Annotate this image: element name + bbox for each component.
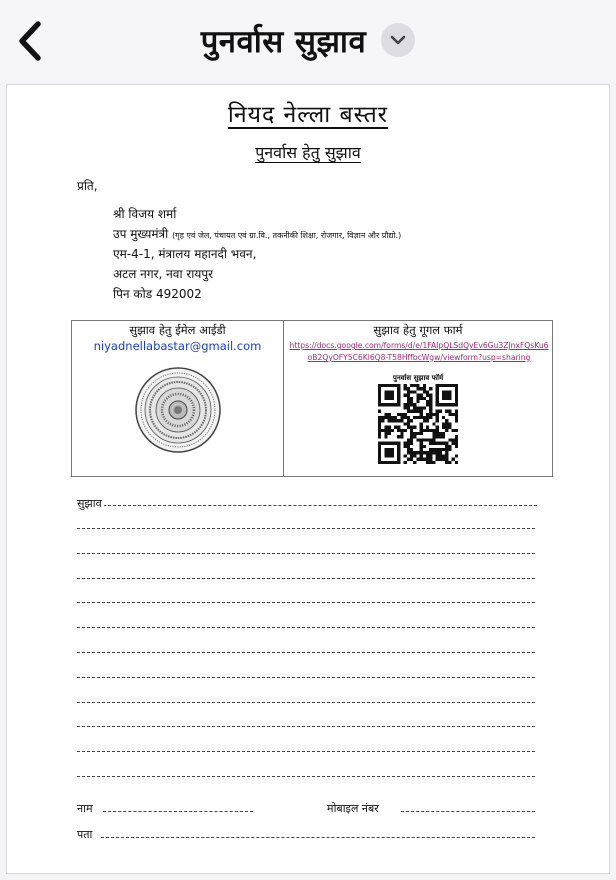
blank-line xyxy=(77,652,535,653)
suggestion-line xyxy=(103,505,537,506)
email-label: सुझाव हेतु ईमेल आईडी xyxy=(129,323,226,337)
qr-code-icon xyxy=(378,384,458,464)
title-dropdown-button[interactable] xyxy=(381,23,415,57)
top-bar xyxy=(0,0,616,82)
document-subheading: पुनर्वास हेतु सुझाव xyxy=(255,143,361,162)
blank-line xyxy=(77,578,535,579)
mobile-label: मोबाइल नंबर xyxy=(327,802,379,815)
document-page xyxy=(6,84,610,874)
qr-caption: पुनर्वास सुझाव फॉर्म xyxy=(392,374,444,382)
recipient-address-line2: अटल नगर, नवा रायपुर xyxy=(113,267,214,281)
document-subheading-row xyxy=(7,141,609,163)
document-heading: नियद नेल्ला बस्तर xyxy=(227,102,389,128)
google-form-label: सुझाव हेतु गूगल फार्म xyxy=(373,323,463,337)
recipient-address-line1: एम-4-1, मंत्रालय महानदी भवन, xyxy=(113,247,257,261)
recipient-designation-line xyxy=(113,225,401,242)
page-title: पुनर्वास सुझाव xyxy=(200,24,367,60)
address-label: पता xyxy=(77,828,93,841)
blank-line xyxy=(77,627,535,628)
blank-line xyxy=(77,702,535,703)
blank-line xyxy=(77,677,535,678)
document-heading-row xyxy=(7,97,609,129)
official-seal-icon xyxy=(135,367,221,453)
blank-line xyxy=(77,528,535,529)
blank-line xyxy=(77,776,535,777)
box-divider xyxy=(283,321,284,476)
mobile-line xyxy=(401,811,535,812)
chevron-down-icon xyxy=(389,32,407,48)
title-area xyxy=(0,18,616,66)
recipient-pincode: पिन कोड 492002 xyxy=(113,287,202,301)
suggestion-label: सुझाव xyxy=(77,497,102,510)
suggestion-row xyxy=(77,496,537,512)
email-link[interactable]: niyadnellabastar@gmail.com xyxy=(93,339,262,353)
blank-line xyxy=(77,751,535,752)
blank-line xyxy=(77,602,535,603)
name-label: नाम xyxy=(77,802,93,815)
name-line xyxy=(103,811,253,812)
blank-line xyxy=(77,553,535,554)
to-label: प्रति, xyxy=(77,179,98,193)
contact-box xyxy=(71,320,553,477)
google-form-link[interactable]: https://docs.google.com/forms/d/e/1FAIpQLSdQyEv6Gu3ZJnxFQsKu6oB2QyOFY5C6Kl6Q8-T58HffbcWgw/viewform?usp=sharing xyxy=(289,341,549,362)
address-row xyxy=(77,827,537,843)
recipient-designation: उप मुख्यमंत्री xyxy=(113,227,169,241)
blank-line xyxy=(77,726,535,727)
name-mobile-row xyxy=(77,801,537,817)
recipient-portfolio: (गृह एवं जेल, पंचायत एवं ग्रा.वि., तकनीकी शिक्षा, रोजगार, विज्ञान और प्रौद्यो.) xyxy=(172,231,402,240)
recipient-name: श्री विजय शर्मा xyxy=(113,207,177,221)
address-line xyxy=(101,837,535,838)
